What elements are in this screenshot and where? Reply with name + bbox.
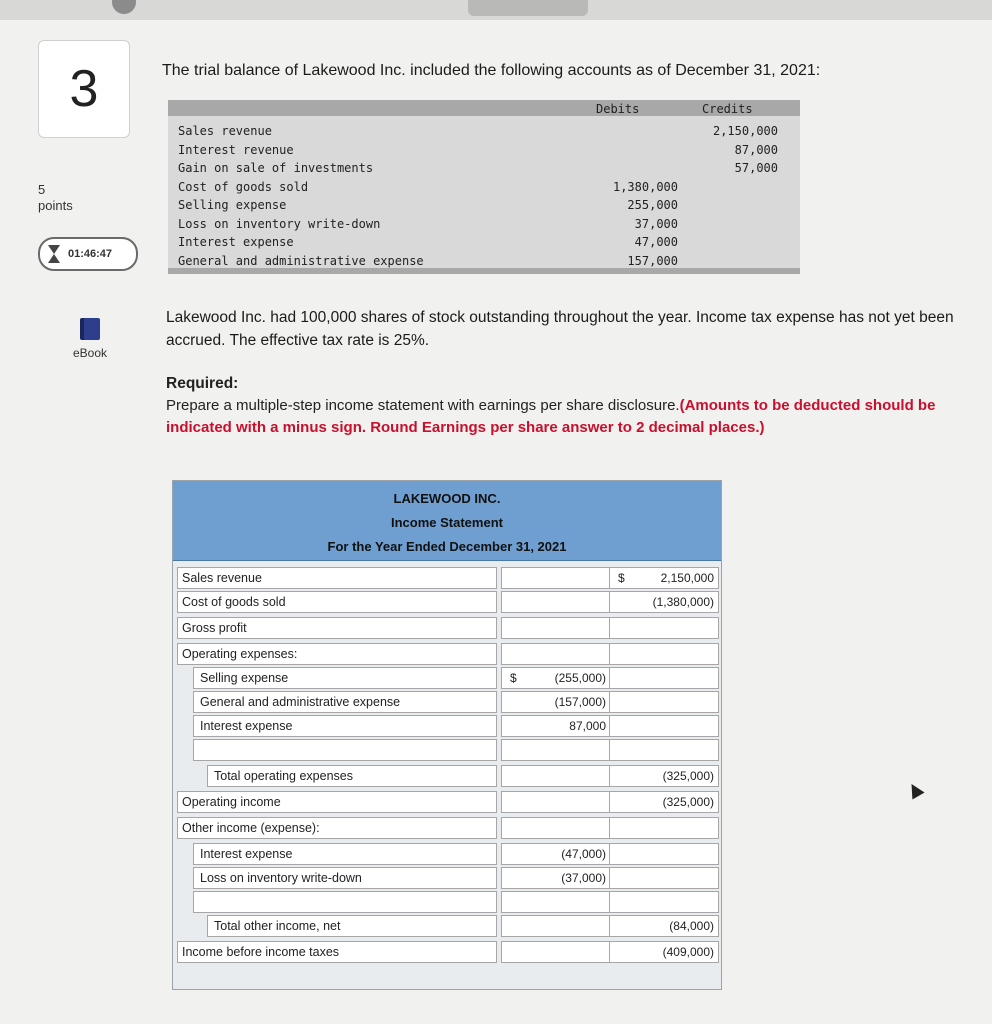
statement-label-input[interactable] xyxy=(193,891,497,913)
tb-credit: 87,000 xyxy=(734,142,778,157)
dollar-sign: $ xyxy=(510,671,517,685)
points-value: 5 xyxy=(38,182,46,197)
statement-label-input[interactable]: General and administrative expense xyxy=(193,691,497,713)
statement-label-input[interactable]: Total other income, net xyxy=(207,915,497,937)
tb-debit: 47,000 xyxy=(634,235,678,249)
tb-account: Cost of goods sold xyxy=(178,179,309,194)
tb-debit: 255,000 xyxy=(627,198,678,212)
tb-account: General and administrative expense xyxy=(178,253,424,268)
statement-total-input[interactable] xyxy=(609,891,719,913)
question-number: 3 xyxy=(38,40,130,138)
trial-balance-row xyxy=(178,141,790,159)
statement-label-input[interactable]: Interest expense xyxy=(193,843,497,865)
trial-balance-footer xyxy=(168,268,800,274)
statement-label-input[interactable] xyxy=(193,739,497,761)
statement-total-input[interactable] xyxy=(609,765,719,787)
trial-balance-row xyxy=(178,215,790,233)
statement-amount-input[interactable] xyxy=(501,691,611,713)
ebook-label: eBook xyxy=(72,346,108,360)
total-value: (409,000) xyxy=(662,945,714,959)
tb-account: Gain on sale of investments xyxy=(178,161,374,175)
statement-label-input[interactable]: Sales revenue xyxy=(177,567,497,589)
points-label: points xyxy=(38,198,73,213)
tb-account: Sales revenue xyxy=(178,124,272,138)
statement-label-input[interactable]: Operating expenses: xyxy=(177,643,497,665)
statement-amount-input[interactable] xyxy=(501,739,611,761)
statement-total-input[interactable] xyxy=(609,691,719,713)
trial-balance-row xyxy=(178,122,790,140)
total-value: (325,000) xyxy=(662,795,714,809)
statement-label-input[interactable]: Cost of goods sold xyxy=(177,591,497,613)
required-title: Required: xyxy=(166,375,239,392)
total-value: (84,000) xyxy=(669,919,714,933)
statement-amount-input[interactable] xyxy=(501,765,611,787)
col-credits: Credits xyxy=(702,102,753,116)
timer-badge xyxy=(38,237,138,271)
statement-total-input[interactable] xyxy=(609,617,719,639)
statement-total-input[interactable] xyxy=(609,817,719,839)
statement-label-input[interactable]: Gross profit xyxy=(177,617,497,639)
statement-total-input[interactable] xyxy=(609,739,719,761)
tb-account: Selling expense xyxy=(178,198,287,212)
dollar-sign: $ xyxy=(618,571,625,585)
amount-value: (255,000) xyxy=(554,671,606,685)
amount-value: (157,000) xyxy=(554,695,606,709)
statement-amount-input[interactable] xyxy=(501,867,611,889)
tb-debit: 157,000 xyxy=(627,253,678,268)
statement-total-input[interactable] xyxy=(609,843,719,865)
statement-amount-input[interactable] xyxy=(501,567,611,589)
statement-label-input[interactable]: Total operating expenses xyxy=(207,765,497,787)
timer-value: 01:46:47 xyxy=(68,248,113,260)
statement-amount-input[interactable] xyxy=(501,915,611,937)
trial-balance-row xyxy=(178,196,790,214)
total-value: (1,380,000) xyxy=(652,595,714,609)
amount-value: (37,000) xyxy=(561,871,606,885)
statement-amount-input[interactable] xyxy=(501,667,611,689)
top-bar xyxy=(0,0,992,20)
statement-amount-input[interactable] xyxy=(501,617,611,639)
hourglass-icon xyxy=(48,245,60,263)
statement-total-input[interactable] xyxy=(609,567,719,589)
intro-text: The trial balance of Lakewood Inc. included the following accounts as of December 31, 2021: xyxy=(162,62,821,79)
statement-amount-input[interactable] xyxy=(501,643,611,665)
required-text: Prepare a multiple-step income statement with earnings per share disclosure. xyxy=(166,397,680,414)
statement-amount-input[interactable] xyxy=(501,715,611,737)
total-value: (325,000) xyxy=(662,769,714,783)
statement-total-input[interactable] xyxy=(609,667,719,689)
points-info xyxy=(38,182,73,214)
statement-label-input[interactable]: Other income (expense): xyxy=(177,817,497,839)
nav-indicator-icon xyxy=(112,0,136,14)
trial-balance-row xyxy=(178,178,790,196)
col-debits: Debits xyxy=(596,102,640,116)
statement-total-input[interactable] xyxy=(609,867,719,889)
trial-balance-row xyxy=(178,159,790,177)
statement-total-input[interactable] xyxy=(609,591,719,613)
statement-total-input[interactable] xyxy=(609,941,719,963)
tb-credit: 57,000 xyxy=(734,161,778,175)
statement-label-input[interactable]: Loss on inventory write-down xyxy=(193,867,497,889)
statement-header xyxy=(173,481,721,561)
tb-account: Loss on inventory write-down xyxy=(178,216,381,231)
book-icon xyxy=(80,318,100,340)
company-name: LAKEWOOD INC. xyxy=(393,491,501,506)
tb-debit: 37,000 xyxy=(634,216,678,231)
statement-title: Income Statement xyxy=(391,515,503,530)
statement-amount-input[interactable] xyxy=(501,817,611,839)
total-value: 2,150,000 xyxy=(660,571,714,585)
required-note: (Amounts to be deducted should be indicated with a minus sign. Round Earnings per share answer to 2 decimal places.) xyxy=(166,397,936,436)
required-body xyxy=(166,395,966,439)
trial-balance-row xyxy=(178,252,790,270)
ebook-link[interactable] xyxy=(60,318,120,362)
trial-balance-row xyxy=(178,233,790,251)
statement-amount-input[interactable] xyxy=(501,843,611,865)
statement-total-input[interactable] xyxy=(609,715,719,737)
tb-credit: 2,150,000 xyxy=(712,124,778,138)
statement-label-input[interactable]: Selling expense xyxy=(193,667,497,689)
statement-amount-input[interactable] xyxy=(501,941,611,963)
statement-label-input[interactable]: Income before income taxes xyxy=(177,941,497,963)
statement-total-input[interactable] xyxy=(609,643,719,665)
statement-total-input[interactable] xyxy=(609,915,719,937)
tb-account: Interest expense xyxy=(178,235,294,249)
statement-amount-input[interactable] xyxy=(501,891,611,913)
trial-balance-table xyxy=(168,100,800,274)
statement-label-input[interactable]: Interest expense xyxy=(193,715,497,737)
tb-account: Interest revenue xyxy=(178,142,294,157)
problem-paragraph: Lakewood Inc. had 100,000 shares of stock outstanding throughout the year. Income tax expense has not yet been accrued. The effective tax rate is 25%. xyxy=(166,309,954,349)
amount-value: 87,000 xyxy=(569,719,606,733)
tb-debit: 1,380,000 xyxy=(612,179,678,194)
amount-value: (47,000) xyxy=(561,847,606,861)
statement-period: For the Year Ended December 31, 2021 xyxy=(327,539,567,554)
statement-label-input[interactable]: Operating income xyxy=(177,791,497,813)
mouse-cursor-icon xyxy=(905,780,924,799)
statement-total-input[interactable] xyxy=(609,791,719,813)
statement-amount-input[interactable] xyxy=(501,591,611,613)
statement-amount-input[interactable] xyxy=(501,791,611,813)
top-tab[interactable] xyxy=(468,0,588,16)
income-statement xyxy=(172,480,722,990)
